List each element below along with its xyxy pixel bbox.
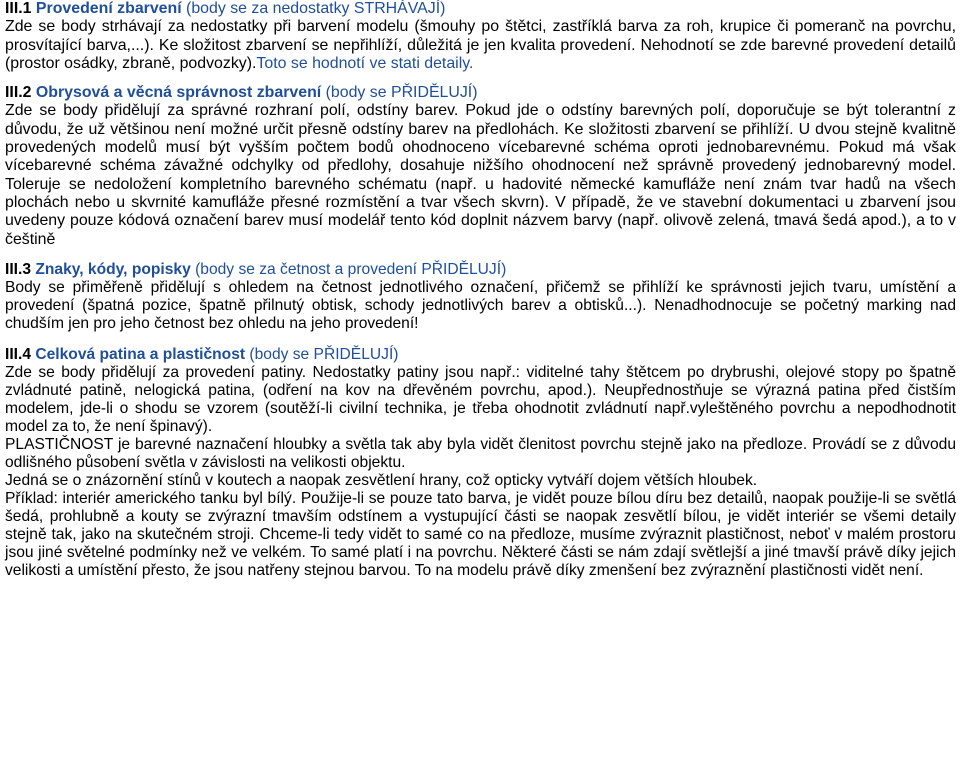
section-3-2 — [5, 84, 956, 249]
section-3-4-shadows: Jedná se o znázornění stínů v koutech a naopak zesvětlení hrany, což opticky vytváří dojem větších hloubek. — [5, 471, 758, 489]
section-3-2-note: (body se PŘIDĚLUJÍ) — [321, 84, 478, 102]
section-3-3 — [5, 261, 956, 333]
section-3-2-title: Obrysová a věcná správnost zbarvení — [35, 84, 322, 102]
section-3-1 — [5, 0, 956, 73]
section-3-4-note: (body se PŘIDĚLUJÍ) — [245, 345, 399, 363]
section-3-3-text: Body se přiměřeně přidělují s ohledem na četnost jednotlivého označení, přičemž se přihlíží ke správnosti jejich tvaru, umístění a provedení (špatná pozice, špatně přilnutý obtisk, schody jednotlivých barev a obtisků...). Nenadhodnocuje se početný marking nad chudším jen pro jeho četnost bez ohledu na jeho provedení! — [5, 278, 956, 332]
section-3-4 — [5, 346, 956, 436]
section-3-1-text: Zde se body strhávají za nedostatky při barvení modelu (šmouhy po štětci, zastříklá barva za roh, krupice či pomeranč na povrchu, prosvítající barva,...). Ke složitost zbarvení se nepřihlíží, důležitá je jen kvalita provedení. Nehodnotí se zde barevné provedení detailů (prostor osádky, zbraně, podvozky). — [5, 18, 956, 72]
section-3-3-title: Znaky, kódy, popisky — [35, 260, 191, 278]
section-3-1-number: III.1 — [5, 0, 32, 17]
section-3-1-tail: Toto se hodnotí ve stati detaily. — [256, 54, 474, 72]
section-3-4-plasticity: PLASTIČNOST je barevné naznačení hloubky a světla tak aby byla vidět členitost povrchu stejně jako na předloze. Provádí se z důvodu odlišného působení světla v závislosti na velikosti objektu. — [5, 435, 956, 471]
section-3-1-note: (body se za nedostatky STRHÁVAJÍ) — [181, 0, 446, 17]
section-3-4-example: Příklad: interiér amerického tanku byl bílý. Použije-li se pouze tato barva, je vidět pouze bílou díru bez detailů, naopak použije-li se světlá šedá, prohlubně a kouty se zvýrazní tmavším odstínem a vystupující části se naopak zesvětlí bílou, je vidět interiér se všemi detaily stejně tak, jako na skutečném stroji. Chceme-li tedy vidět to samé co na předloze, musíme zvýraznit plastičnost, neboť v malém prostoru jsou jiné světelné podmínky než ve velkém. To samé platí i na povrchu. Některé části se nám zdají světlejší a jiné tmavší právě díky jejich velikosti a umístění přesto, že jsou natřeny stejnou barvou. To na modelu právě díky zmenšení bez zvýraznění plastičnosti vidět není. — [5, 489, 956, 579]
section-3-2-number: III.2 — [5, 84, 32, 102]
section-3-3-note: (body se za četnost a provedení PŘIDĚLUJÍ) — [190, 260, 507, 278]
section-3-2-text: Zde se body přidělují za správné rozhraní polí, odstíny barev. Pokud jde o odstíny barevných polí, doporučuje se být tolerantní z důvodu, že už většinou není možné určit přesně odstíny barev na předlohách. Ke složitosti zbarvení se přihlíží. U dvou stejně kvalitně provedených modelů musí být vyšším počtem bodů ohodnoceno vícebarevné schéma oproti jednobarevnému. Pokud má však vícebarevné schéma závažné odchylky od předlohy, dosahuje nižšího ohodnocení než správně provedený jednobarevný model. Toleruje se nedoložení kompletního barevného schématu (např. u hadovité německé kamufláže není znám tvar hadů na všech plochách nebo u skvrnité kamufláže přesné rozmístění a tvar všech skvrn). V případě, že ve stavební dokumentaci u zbarvení jsou uvedeny pouze kódová označení barev musí modelář tento kód doplnit názvem barvy (např. olivově zelená, tmavá šedá apod.), a to v češtině — [5, 102, 956, 248]
section-3-4-number: III.4 — [5, 345, 32, 363]
section-3-3-number: III.3 — [5, 260, 32, 278]
section-3-4-text: Zde se body přidělují za provedení patiny. Nedostatky patiny jsou např.: viditelné tahy štětcem po drybrushi, olejové stopy po špatně zvládnuté patině, nelogická patina, (odření na kov na dřevěném povrchu, apod.). Neupřednostňuje se výrazná patina před čistším modelem, jde-li o shodu se vzorem (soutěží-li civilní technika, je třeba ohodnotit zvládnutí např.vyleštěného povrchu a nepodhodnotit model za to, že není špinavý). — [5, 363, 956, 435]
section-3-1-title: Provedení zbarvení — [35, 0, 182, 17]
section-3-4-title: Celková patina a plastičnost — [35, 345, 246, 363]
